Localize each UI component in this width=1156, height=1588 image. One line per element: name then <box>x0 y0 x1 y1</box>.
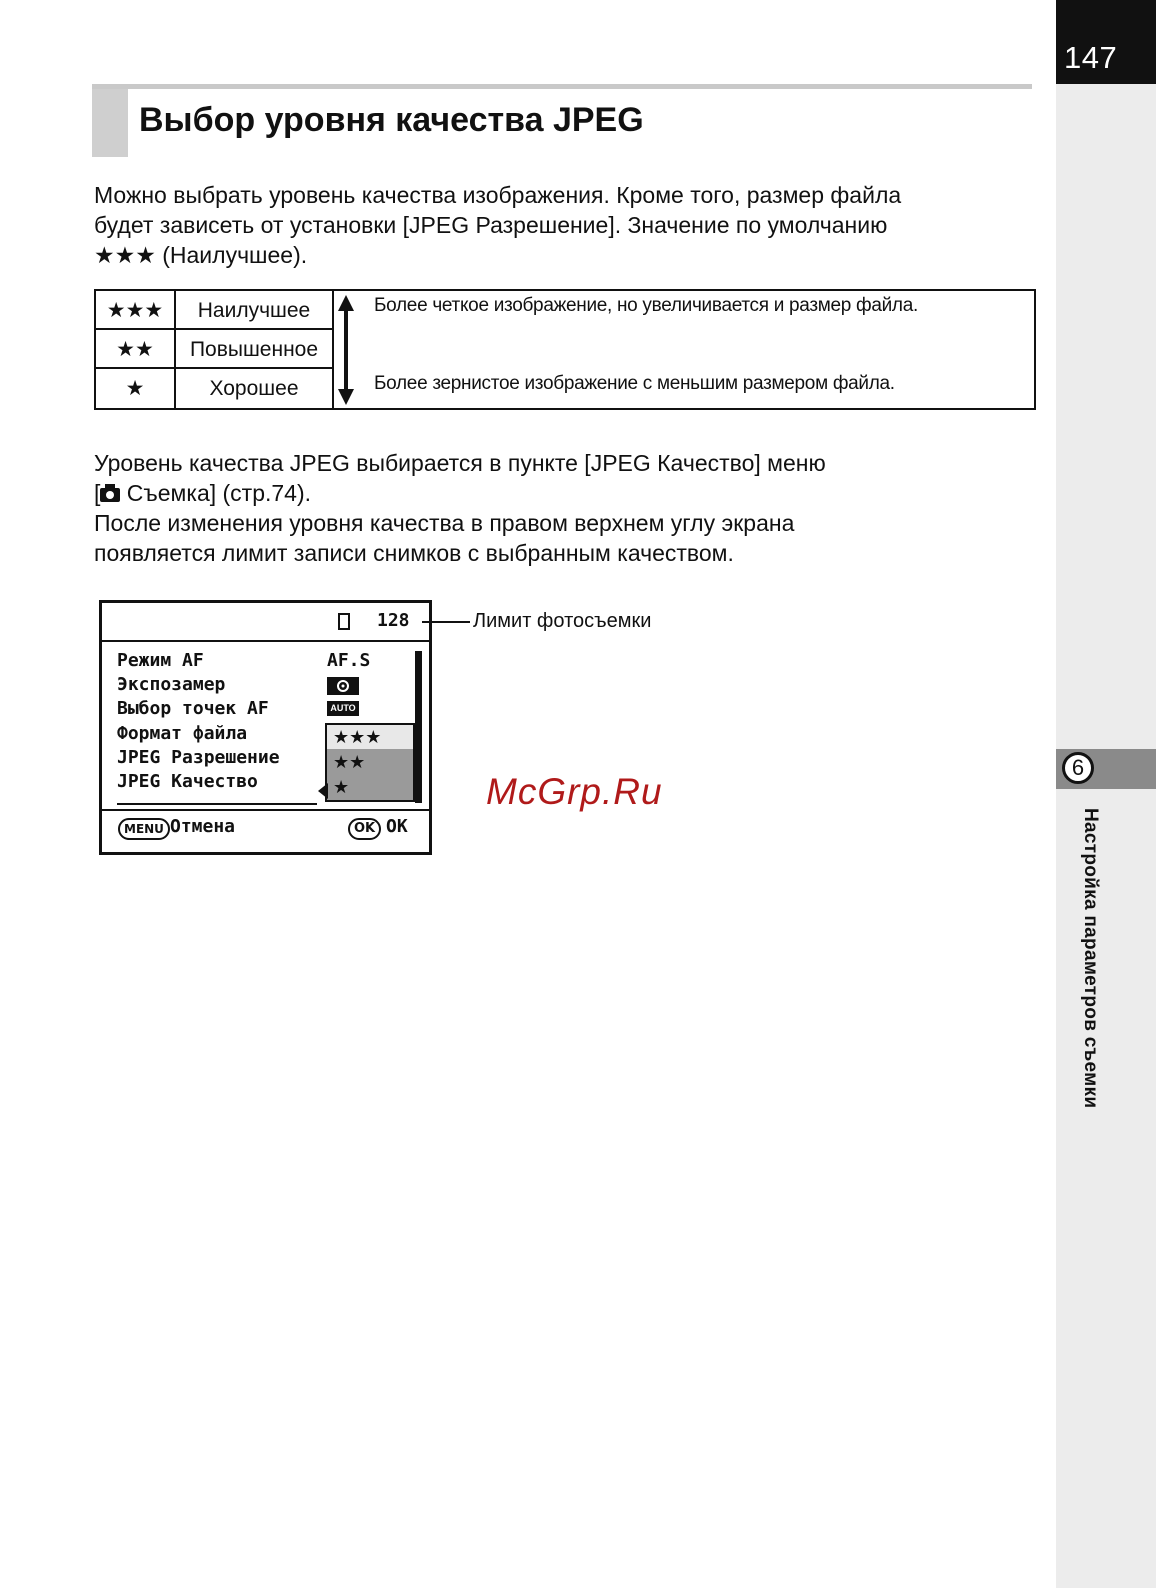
menu-item-af-mode[interactable]: Режим AF <box>117 650 204 671</box>
intro-line-1: Можно выбрать уровень качества изображения. Кроме того, размер файла <box>94 182 902 208</box>
shots-limit-callout: Лимит фотосъемки <box>473 610 652 632</box>
intro-line-3: ★★★ (Наилучшее). <box>94 242 308 268</box>
watermark: McGrp.Ru <box>486 771 663 812</box>
bracket-open: [ <box>94 480 101 506</box>
page-number: 147 <box>1064 40 1118 75</box>
lcd-divider <box>102 640 429 642</box>
cancel-label: Отмена <box>170 816 236 837</box>
menu-item-file-format[interactable]: Формат файла <box>117 723 248 744</box>
stars-cell: ★★ <box>96 330 174 369</box>
scroll-thumb[interactable] <box>417 653 420 801</box>
menu-item-af-point[interactable]: Выбор точек AF <box>117 698 269 719</box>
heading-marker <box>92 89 128 157</box>
sd-card-icon <box>338 613 350 630</box>
menu-item-jpeg-quality[interactable]: JPEG Качество <box>117 771 258 792</box>
quality-bottom-note: Более зернистое изображение с меньшим размером файла. <box>374 373 895 394</box>
selected-row-underline <box>117 803 317 805</box>
menu-button-icon[interactable]: MENU <box>118 818 170 840</box>
af-auto-icon: AUTO <box>327 701 359 716</box>
af-mode-value: AF.S <box>327 650 371 671</box>
quality-top-note: Более четкое изображение, но увеличивается и размер файла. <box>374 295 918 316</box>
lcd-divider <box>102 809 429 811</box>
quality-options-popup <box>325 723 415 802</box>
camera-menu-screen <box>99 600 432 855</box>
heading-rule <box>92 84 1032 89</box>
intro-line-2: будет зависеть от установки [JPEG Разрешение]. Значение по умолчанию <box>94 212 888 238</box>
option-best[interactable]: ★★★ <box>327 725 413 749</box>
page-title: Выбор уровня качества JPEG <box>139 101 644 139</box>
double-arrow-icon <box>338 295 354 405</box>
ok-button-icon[interactable]: OK <box>348 818 381 840</box>
body-line-2 <box>94 478 311 508</box>
body-line-4: появляется лимит записи снимков с выбранным качеством. <box>94 540 734 566</box>
stars-column <box>96 291 176 408</box>
quality-label: Хорошее <box>209 377 299 400</box>
metering-icon <box>327 677 359 695</box>
menu-scrollbar[interactable] <box>415 651 422 803</box>
callout-line <box>422 621 470 623</box>
body-line-3: После изменения уровня качества в правом верхнем углу экрана <box>94 510 795 536</box>
quality-label: Повышенное <box>176 330 332 369</box>
quality-table <box>94 289 1036 410</box>
camera-icon <box>100 484 120 502</box>
body-line-1: Уровень качества JPEG выбирается в пункте [JPEG Качество] меню <box>94 450 826 476</box>
ok-label: OK <box>386 816 408 837</box>
shots-remaining: 128 <box>377 610 410 631</box>
stars-cell: ★★★ <box>96 291 174 330</box>
camera-menu-ref: Съемка] (стр.74). <box>120 480 312 506</box>
menu-item-metering[interactable]: Экспозамер <box>117 674 226 695</box>
chapter-title: Настройка параметров съемки <box>1080 808 1101 1109</box>
label-column <box>176 291 334 408</box>
option-good[interactable]: ★ <box>333 777 350 797</box>
option-better[interactable]: ★★ <box>333 752 366 772</box>
pointer-arrow-icon <box>318 783 328 799</box>
menu-item-jpeg-resolution[interactable]: JPEG Разрешение <box>117 747 280 768</box>
quality-label: Наилучшее <box>176 291 332 330</box>
stars-cell: ★ <box>125 377 145 400</box>
chapter-number: 6 <box>1062 752 1094 784</box>
